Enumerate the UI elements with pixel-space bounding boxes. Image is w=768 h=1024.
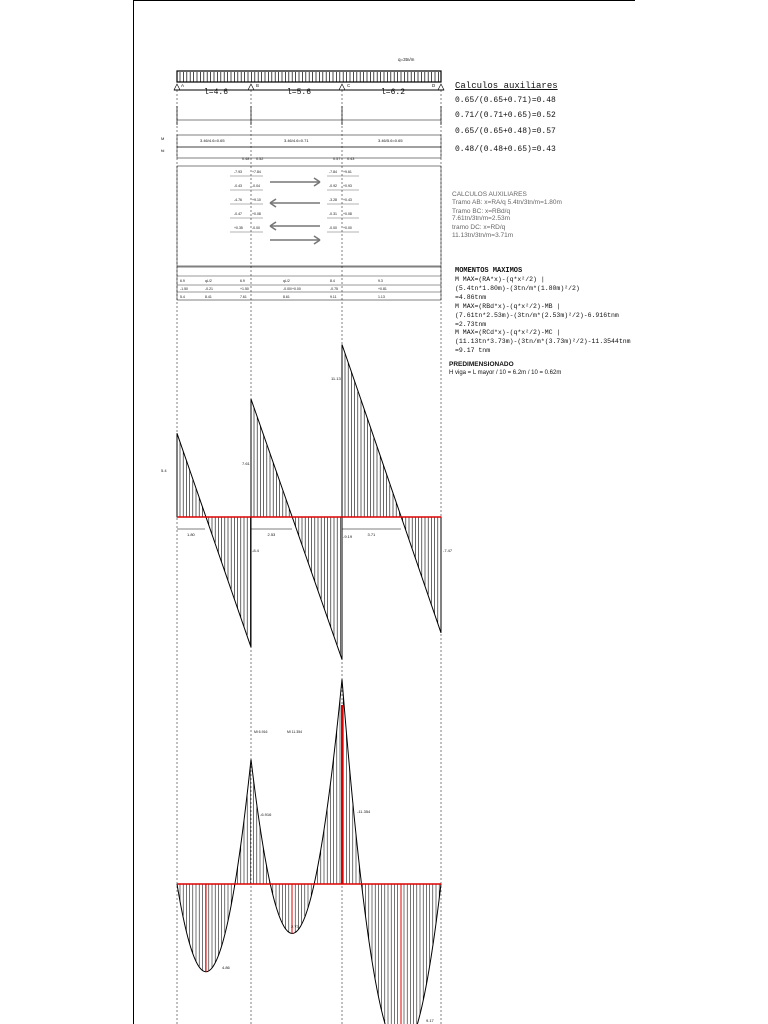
load-label: q=3tn/m xyxy=(398,57,415,62)
aux-top-line-2: 0.71/(0.71+0.65)=0.52 xyxy=(455,111,556,120)
distribution-value: -0.47 xyxy=(234,212,242,216)
reaction-value: -0.21 xyxy=(205,287,213,291)
aux-top-line-3: 0.65/(0.65+0.48)=0.57 xyxy=(455,127,556,136)
reaction-value: 8.4 xyxy=(330,279,335,283)
distribution-box xyxy=(177,166,441,266)
span-label-bc: l=5.6 xyxy=(287,88,312,97)
predim-title: PREDIMENSIONADO xyxy=(449,361,514,368)
moment-note: Ml 6.916 xyxy=(254,730,268,734)
reaction-value: 9.3 xyxy=(378,279,383,283)
distribution-value: -0.00 xyxy=(329,226,337,230)
distribution-factor: 0.48 xyxy=(242,157,250,161)
moments-line-3: =4.86tnm xyxy=(455,294,487,301)
distribution-value: +0.08 xyxy=(252,212,261,216)
aux-top-line-4: 0.48/(0.48+0.65)=0.43 xyxy=(455,145,556,154)
distribution-factor: 0.43 xyxy=(347,157,355,161)
reaction-value: 5.4 xyxy=(180,295,185,299)
moment-label: -11.354 xyxy=(357,809,371,814)
support-symbol xyxy=(339,84,345,90)
shear-label: -8.4 xyxy=(252,548,259,553)
reaction-value: -0.75 xyxy=(330,287,338,291)
rigidity-value: 3.46/5.6=0.65 xyxy=(378,138,403,143)
moment-label: 4.86 xyxy=(222,965,230,970)
distribution-value: -7.84 xyxy=(329,170,337,174)
table-row-label: fd xyxy=(161,148,165,153)
distribution-value: +9.61 xyxy=(343,170,352,174)
support-symbol xyxy=(438,84,444,90)
support-label-d: D xyxy=(432,83,436,88)
aux-mid-line-2: Tramo BC: x=RBd/q xyxy=(452,208,511,215)
shear-label: 7.61 xyxy=(242,461,250,466)
reaction-value: 9.11 xyxy=(330,295,337,299)
moment-note: Ml 11.354 xyxy=(287,730,303,734)
span-label-cd: l=6.2 xyxy=(381,88,406,97)
distribution-factor: 0.57 xyxy=(333,157,341,161)
reaction-value: 1.13 xyxy=(378,295,385,299)
shear-label: 11.13 xyxy=(331,376,341,381)
moments-line-7: M MAX=(RCd*x)-(q*x²/2)-MC | xyxy=(455,329,561,336)
support-label-b: B xyxy=(256,83,260,88)
aux-top-line-1: 0.65/(0.65+0.71)=0.48 xyxy=(455,96,556,105)
moments-line-4: M MAX=(RBd*x)-(q*x²/2)-MB | xyxy=(455,303,561,310)
moments-line-9: =9.17 tnm xyxy=(455,347,491,354)
moments-line-1: M MAX=(RA*x)-(q*x²/2) | xyxy=(455,276,545,283)
aux-mid-title: CALCULOS AUXILIARES xyxy=(452,191,527,198)
shear-label: -7.47 xyxy=(443,548,453,553)
shear-segment xyxy=(177,433,251,647)
reactions-box xyxy=(177,267,441,300)
zero-distance-label: 3.71 xyxy=(367,532,376,537)
moment-label: 9.17 xyxy=(426,1018,434,1023)
support-symbol xyxy=(174,84,180,90)
moment-label: 2.73 xyxy=(291,924,299,929)
distribution-factor: 0.52 xyxy=(256,157,264,161)
moments-line-2: (5.4tn*1.80m)-(3tn/m*(1.80m)²/2) xyxy=(455,285,580,292)
shear-label: 5.4 xyxy=(161,468,167,473)
table-box xyxy=(177,147,441,158)
zero-distance-label: 1.80 xyxy=(187,532,195,537)
distribution-value: +9.10 xyxy=(252,198,261,202)
predim-text: H viga = L mayor / 10 = 6.2m / 10 = 0.62m xyxy=(449,370,562,376)
rigidity-value: 3.46/4.6=0.65 xyxy=(200,138,225,143)
moments-title: MOMENTOS MAXIMOS xyxy=(455,267,523,275)
distribution-value: -3.28 xyxy=(329,198,337,202)
reaction-value: 6.9 xyxy=(240,279,245,283)
aux-mid-line-4: tramo DC: x=RD/q xyxy=(452,224,506,231)
distribution-value: -0.43 xyxy=(234,184,242,188)
table-row-label: M xyxy=(161,136,165,141)
aux-mid-line-3: 7.61tn/3tn/m=2.53m xyxy=(452,215,510,222)
reaction-value: 8.41 xyxy=(205,295,212,299)
reaction-value: qL/2 xyxy=(283,279,290,283)
distribution-value: -4.76 xyxy=(234,198,242,202)
distribution-value: +0.08 xyxy=(343,212,352,216)
moments-line-6: =2.73tnm xyxy=(455,321,487,328)
distribution-value: -0.00 xyxy=(252,226,260,230)
aux-top-title: Calculos auxiliares xyxy=(455,81,558,91)
moment-label: -6.916 xyxy=(260,812,272,817)
shear-segment xyxy=(342,344,441,632)
reaction-value: 7.61 xyxy=(240,295,247,299)
distribution-value: -0.04 xyxy=(252,184,260,188)
reaction-value: +1.50 xyxy=(240,287,249,291)
reaction-value: -0.00/+0.00 xyxy=(283,287,301,291)
reaction-value: +0.81 xyxy=(378,287,387,291)
reaction-value: -1.50 xyxy=(180,287,188,291)
distribution-value: -7.93 xyxy=(234,170,242,174)
span-label-ab: l=4.6 xyxy=(204,88,229,97)
support-label-a: A xyxy=(181,83,185,88)
distribution-value: -0.92 xyxy=(329,184,337,188)
rigidity-value: 3.46/4.6=0.71 xyxy=(284,138,309,143)
moments-line-8: (11.13tn*3.73m)-(3tn/m*(3.73m)²/2)-11.3544tnm xyxy=(455,338,631,345)
distribution-value: +0.43 xyxy=(343,198,352,202)
shear-label: -9.19 xyxy=(343,534,353,539)
reaction-value: qL/2 xyxy=(205,279,212,283)
moments-line-5: (7.61tn*2.53m)-(3tn/m*(2.53m)²/2)-6.916tnm xyxy=(455,312,619,319)
reaction-value: 8.61 xyxy=(283,295,290,299)
distribution-value: +0.00 xyxy=(343,226,352,230)
distribution-value: +0.93 xyxy=(343,184,352,188)
reaction-value: 6.9 xyxy=(180,279,185,283)
aux-mid-line-5: 11.13tn/3tn/m=3.71m xyxy=(452,232,514,239)
support-label-c: C xyxy=(347,83,351,88)
zero-distance-label: 2.53 xyxy=(267,532,276,537)
support-symbol xyxy=(248,84,254,90)
distribution-value: +0.35 xyxy=(234,226,243,230)
aux-mid-line-1: Tramo AB: x=RA/q 5.4tn/3tn/m=1.80m xyxy=(452,199,562,206)
distribution-value: +7.84 xyxy=(252,170,261,174)
distribution-value: -0.31 xyxy=(329,212,337,216)
